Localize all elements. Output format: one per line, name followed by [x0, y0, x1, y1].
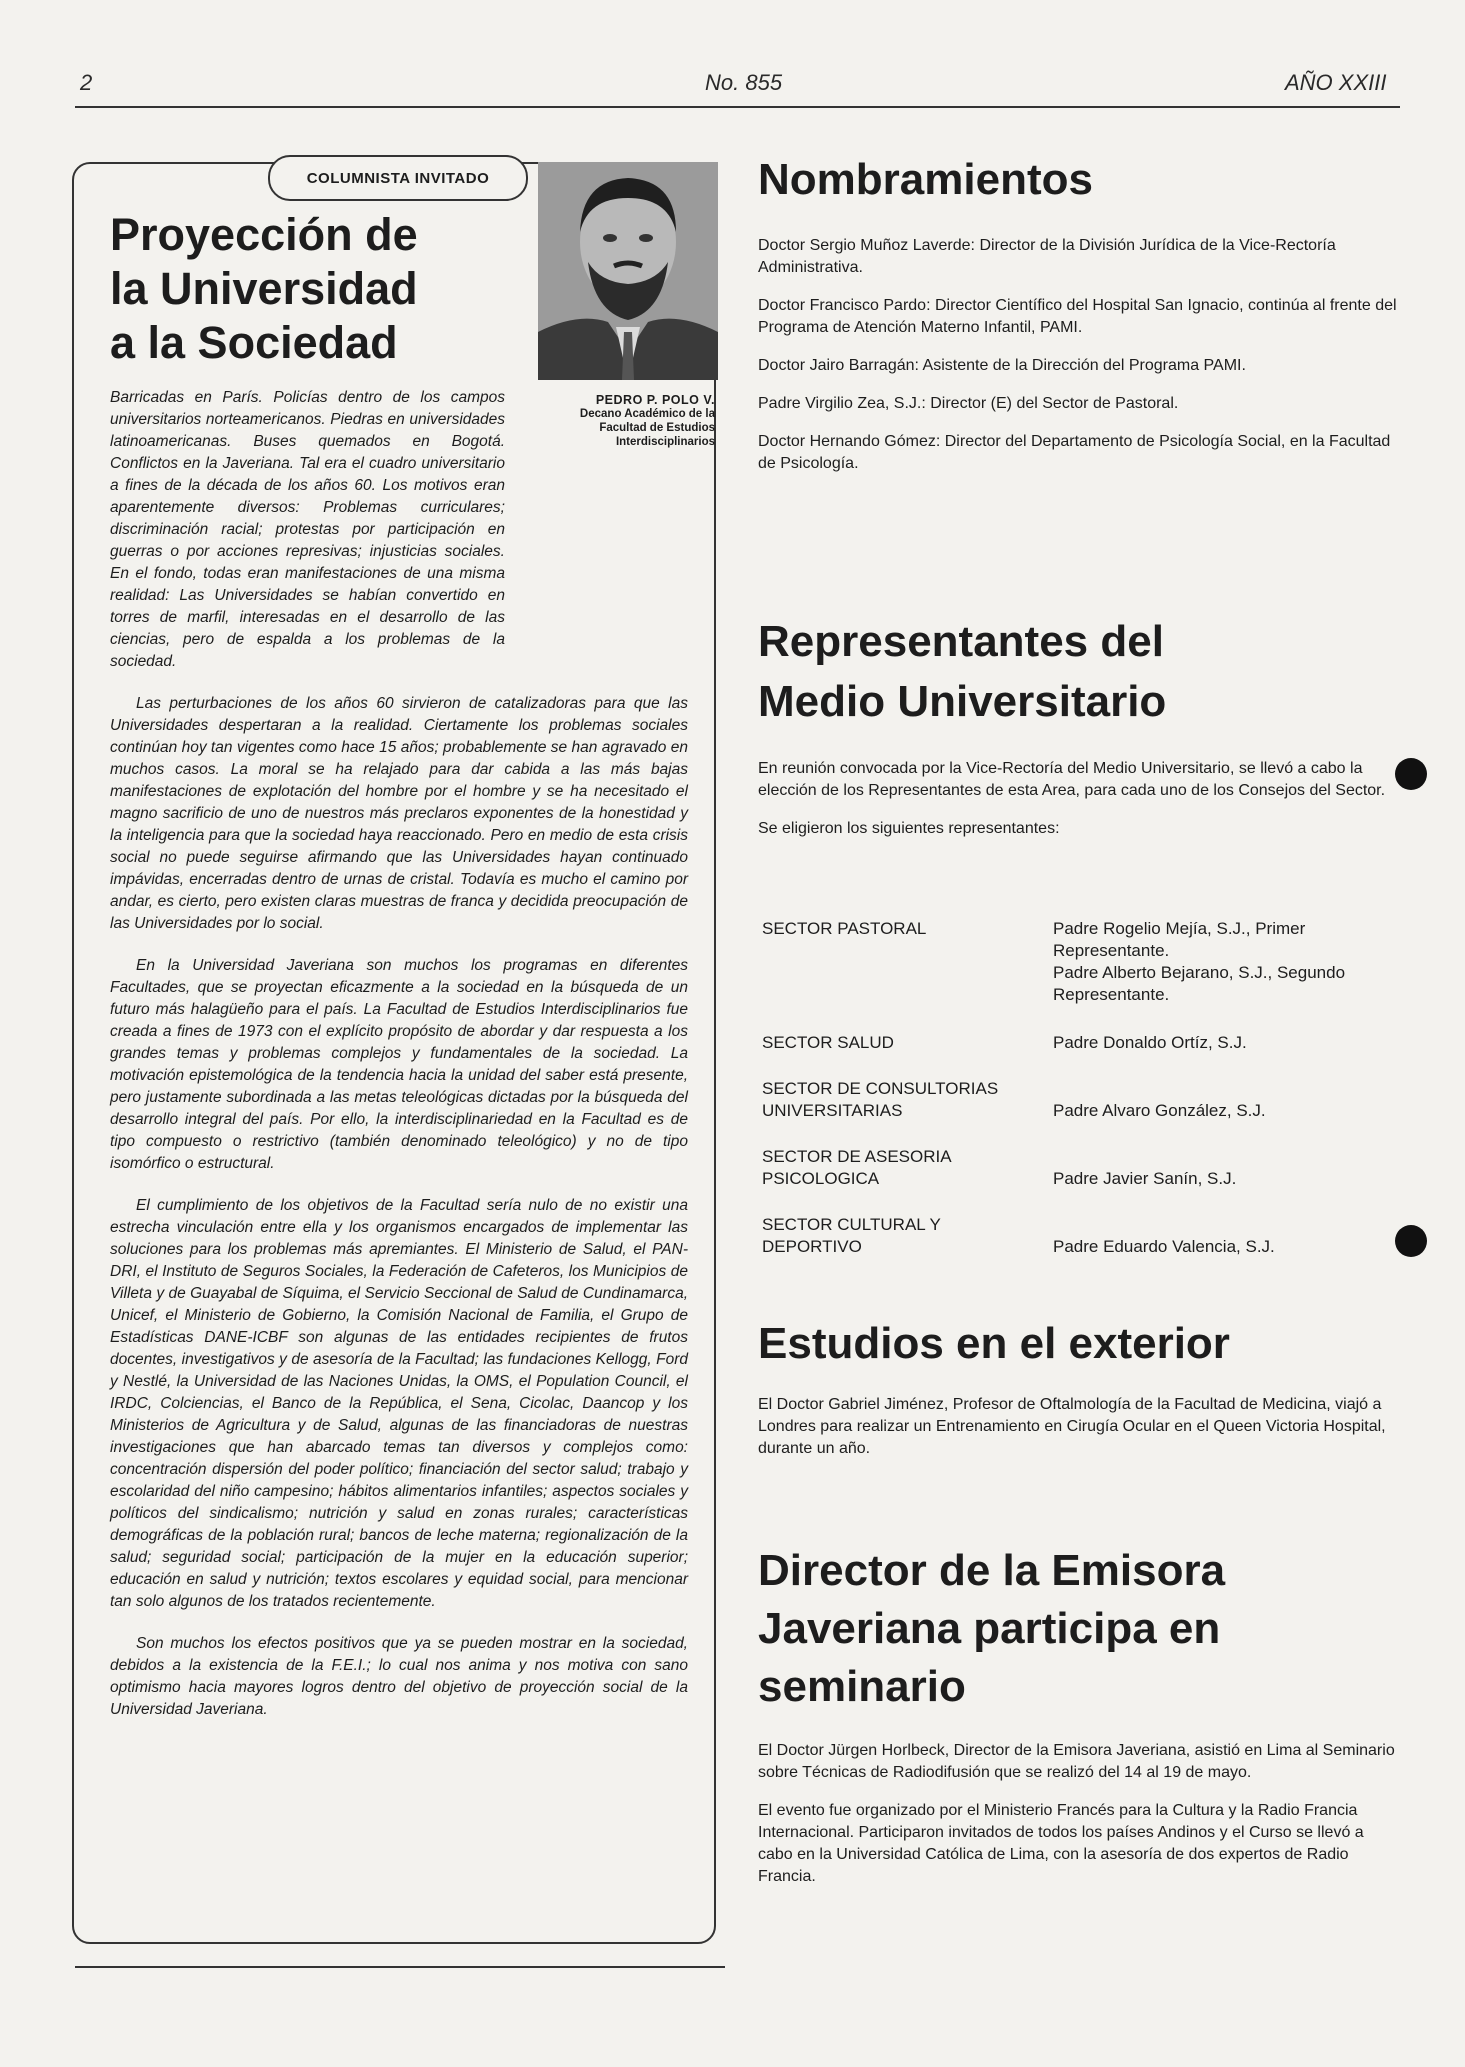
rep-names — [1053, 1236, 1405, 1258]
appointment-item: Doctor Francisco Pardo: Director Científico del Hospital San Ignacio, continúa al frente del Programa de Atención Materno Infantil, PAMI. — [758, 297, 1397, 336]
emisora-paragraph: El Doctor Jürgen Horlbeck, Director de la Emisora Javeriana, asistió en Lima al Seminario sobre Técnicas de Radiodifusión que se realizó del 14 al 19 de mayo. — [758, 1742, 1395, 1781]
author-portrait-graphic — [538, 162, 718, 380]
representantes-intro-block — [758, 758, 1388, 856]
estudios-body — [758, 1394, 1398, 1476]
author-role-line: Facultad de Estudios — [599, 422, 715, 434]
rep-sector: SECTOR CULTURAL Y DEPORTIVO — [762, 1215, 941, 1256]
rep-name: Padre Alvaro González, S.J. — [1053, 1101, 1266, 1120]
title-line: Representantes del — [758, 617, 1164, 666]
rep-names — [1053, 1168, 1405, 1190]
representantes-title — [758, 612, 1166, 732]
representantes-table — [762, 918, 1402, 1268]
punch-hole — [1395, 758, 1427, 790]
rep-sector: SECTOR PASTORAL — [762, 919, 927, 938]
guest-column-title — [110, 208, 530, 370]
header-rule — [75, 106, 1400, 108]
author-name: PEDRO P. POLO V. — [595, 393, 715, 407]
body-paragraph: Barricadas en París. Policías dentro de los campos universitarios norteamericanos. Piedras en universidades latinoamericanas. Buses quemados en Bogotá. Conflictos en la Javeriana. Tal era el cuadro universitario a fines de la década de los años 60. Los motivos eran aparentemente diversos: Problemas curriculares; discriminación racial; protestas por participación en guerras o por acciones represivas; injusticias sociales. En el fondo, todas eran manifestaciones de una misma realidad: Las Universidades se habían convertido en torres de marfil, interesadas en el desarrollo de las ciencias, pero de espalda a los problemas de la sociedad. — [110, 389, 505, 670]
appointment-item: Doctor Sergio Muñoz Laverde: Director de la División Jurídica de la Vice-Rectoría Administrativa. — [758, 237, 1336, 276]
page-number: 2 — [80, 70, 93, 95]
emisora-body — [758, 1740, 1398, 1904]
title-line: Director de la Emisora — [758, 1546, 1226, 1595]
title-line: la Universidad — [110, 263, 418, 314]
rep-names — [1053, 1100, 1405, 1122]
rep-name: Padre Donaldo Ortíz, S.J. — [1053, 1033, 1247, 1052]
rep-name: Padre Alberto Bejarano, S.J., Segundo Representante. — [1053, 963, 1346, 1004]
title-line: Javeriana participa en — [758, 1604, 1221, 1653]
nombramientos-list — [758, 235, 1398, 491]
author-role-line: Decano Académico de la — [579, 408, 715, 420]
emisora-title — [758, 1542, 1225, 1716]
representantes-lead: Se eligieron los siguientes representantes: — [758, 820, 1060, 837]
rep-names — [1053, 1032, 1405, 1054]
title-line: Proyección de — [110, 209, 418, 260]
author-portrait — [538, 162, 718, 380]
body-paragraph: Son muchos los efectos positivos que ya se pueden mostrar en la sociedad, debidos a la existencia de la F.E.I.; lo cual nos anima y nos motiva con sano optimismo hacia mayores logros dentro del objetivo de proyección social de la Universidad Javeriana. — [110, 1635, 688, 1718]
rep-sector: SECTOR DE CONSULTORIAS UNIVERSITARIAS — [762, 1079, 999, 1120]
estudios-title: Estudios en el exterior — [758, 1319, 1230, 1368]
rep-name: Padre Eduardo Valencia, S.J. — [1053, 1237, 1275, 1256]
rep-name: Padre Javier Sanín, S.J. — [1053, 1169, 1237, 1188]
appointment-item: Doctor Hernando Gómez: Director del Departamento de Psicología Social, en la Facultad de Psicología. — [758, 433, 1391, 472]
title-line: Medio Universitario — [758, 677, 1167, 726]
author-role-line: Interdisciplinarios — [615, 436, 715, 448]
year-label: AÑO XXIII — [1285, 70, 1387, 95]
appointment-item: Padre Virgilio Zea, S.J.: Director (E) del Sector de Pastoral. — [758, 395, 1179, 412]
body-paragraph: En la Universidad Javeriana son muchos los programas en diferentes Facultades, que se proyectan eficazmente a la sociedad en la búsqueda de un futuro más halagüeño para el país. La Facultad de Estudios Interdisciplinarios fue creada a fines de 1973 con el explícito propósito de abordar y dar respuesta a los grandes temas y problemas complejos y fundamentales de la sociedad. La motivación epistemológica de la tendencia hacia la unidad del saber está presente, pero justamente subordinada a las metas teleológicas dictadas por la búsqueda del desarrollo integral del país. Por ello, la interdisciplinariedad en la Facultad es de tipo compuesto o restrictivo (también denominado teleológico) y no de tipo isomórfico o estructural. — [110, 957, 688, 1172]
footer-rule — [75, 1966, 725, 1968]
body-paragraph: Las perturbaciones de los años 60 sirvieron de catalizadoras para que las Universidades despertaran a la realidad. Ciertamente los problemas sociales continúan hoy tan vigentes como hace 15 años; probablemente se han agravado en muchos casos. La moral se ha relajado para dar cabida a las más bajas manifestaciones de explotación del hombre por el hombre y se ha necesitado el magno sacrificio de uno de nuestros más preclaros exponentes de la honestidad y la inteligencia para que la sociedad haya reaccionado. Pero en medio de esta crisis social no puede seguirse afirmando que las Universidades hayan continuado impávidas, encerradas dentro de urnas de cristal. Todavía es mucho el camino por andar, es cierto, pero existen claras muestras de franca y decidida preocupación de las Universidades por lo social. — [110, 695, 688, 932]
rep-sector: SECTOR SALUD — [762, 1033, 894, 1052]
guest-column-body — [110, 387, 688, 1741]
issue-number: No. 855 — [705, 70, 783, 95]
estudios-text: El Doctor Gabriel Jiménez, Profesor de Oftalmología de la Facultad de Medicina, viajó a Londres para realizar un Entrenamiento en Cirugía Ocular en el Queen Victoria Hospital, durante un año. — [758, 1396, 1386, 1457]
title-line: a la Sociedad — [110, 317, 398, 368]
nombramientos-title: Nombramientos — [758, 155, 1093, 204]
guest-column-badge: COLUMNISTA INVITADO — [268, 155, 528, 201]
representantes-intro: En reunión convocada por la Vice-Rectoría del Medio Universitario, se llevó a cabo la elección de los Representantes de esta Area, para cada uno de los Consejos del Sector. — [758, 760, 1386, 799]
rep-names — [1053, 918, 1405, 1006]
rep-name: Padre Rogelio Mejía, S.J., Primer Representante. — [1053, 919, 1306, 960]
emisora-paragraph: El evento fue organizado por el Ministerio Francés para la Cultura y la Radio Francia Internacional. Participaron invitados de todos los países Andinos y el Curso se llevó a cabo en la Universidad Católica de Lima, con la asesoría de dos expertos de Radio Francia. — [758, 1802, 1364, 1885]
title-line: seminario — [758, 1662, 966, 1711]
appointment-item: Doctor Jairo Barragán: Asistente de la Dirección del Programa PAMI. — [758, 357, 1246, 374]
punch-hole — [1395, 1225, 1427, 1257]
rep-sector: SECTOR DE ASESORIA PSICOLOGICA — [762, 1147, 951, 1188]
body-paragraph: El cumplimiento de los objetivos de la Facultad sería nulo de no existir una estrecha vinculación entre ella y los organismos encargados de implementar las soluciones para los problemas más apremiantes. El Ministerio de Salud, el PAN-DRI, el Instituto de Seguros Sociales, la Federación de Cafeteros, los Municipios de Villeta y de Guayabal de Síquima, el Servicio Seccional de Salud de Cundinamarca, Unicef, el Ministerio de Gobierno, la Comisión Nacional de Familia, el Grupo de Estadísticas DANE-ICBF son algunas de las entidades recipientes de frutos docentes, investigativos y de asesoría de la Facultad; las fundaciones Kellogg, Ford y Nestlé, la Universidad de las Naciones Unidas, la OMS, el Population Council, el IRDC, Colciencias, el Banco de la República, el Sena, Cicolac, Daancop y los Ministerios de Agricultura y de Salud, algunas de las financiadoras de nuestras investigaciones que han abarcado temas tan diversos y complejos como: concentración dispersión del poder político; financiación del sector salud; trabajo y escolaridad del niño campesino; hábitos alimentarios infantiles; aspectos sociales y políticos del sindicalismo; nutrición y salud en zonas rurales; características demográficas de la población rural; bancos de leche materna; regionalización de la salud; seguridad social; participación de la mujer en la educación superior; educación en salud y nutrición; textos escolares y equidad social, para mencionar tan solo algunos de los tratados recientemente. — [110, 1197, 688, 1610]
